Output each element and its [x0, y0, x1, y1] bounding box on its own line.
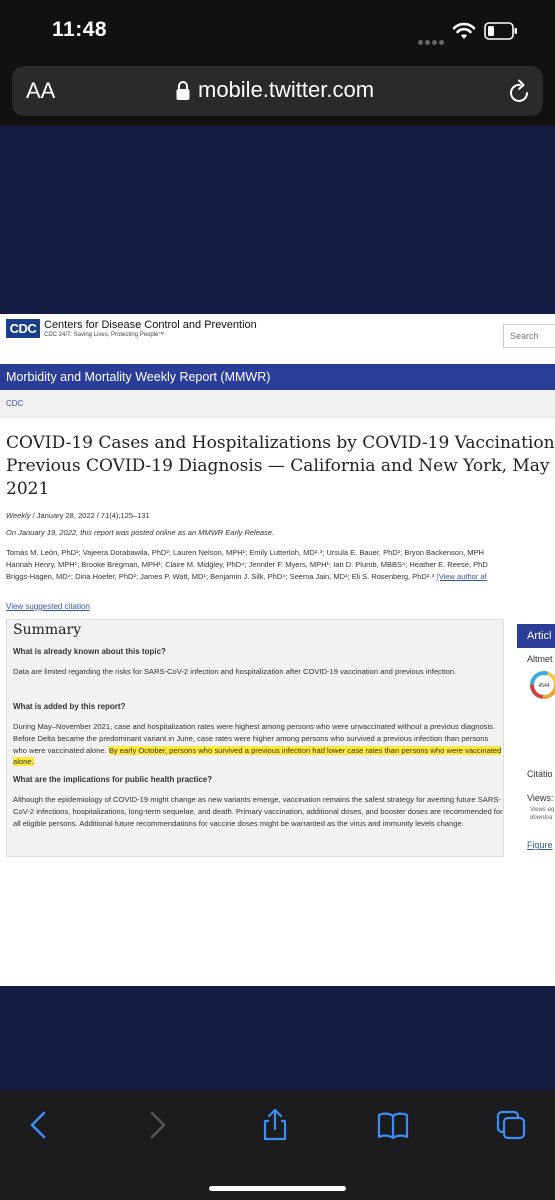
summary-question-2: What is added by this report? [13, 702, 126, 711]
views-note-line: downloa [530, 815, 553, 821]
weekly-label: Weekly [6, 511, 31, 520]
highlighted-finding: By early October, persons who survived a previous infection had lower case rates than persons who were vaccinated alone. [13, 745, 502, 767]
status-bar [0, 0, 555, 60]
home-indicator [209, 1186, 346, 1191]
reload-icon[interactable] [508, 78, 532, 104]
issue-date: / January 28, 2022 / 71(4);125–131 [30, 511, 150, 520]
battery-icon [484, 22, 518, 40]
wifi-icon [452, 22, 476, 40]
search-input[interactable]: Search [503, 324, 555, 348]
summary-answer-2 [13, 721, 503, 768]
back-icon[interactable] [22, 1108, 56, 1142]
address-bar [0, 60, 555, 126]
altmetric-score: 4544 [538, 683, 550, 689]
author-line: Tomás M. León, PhD¹; Vajeera Dorabawila, PhD²; Lauren Nelson, MPH¹; Emily Lutterloh, MD²·³; Ursula E. Bauer, PhD²; Bryon Backenson, MPH [6, 548, 484, 557]
summary-answer-3: Although the epidemiology of COVID-19 might change as new variants emerge, vaccination remains the safest strategy for averting future SARS-CoV-2 infections, hospitalizations, long-term sequelae, and death. Primary vaccination, additional doses, and booster doses are recommended for all eligible persons. Additional future recommendations for vaccine doses might be warranted as the virus and immunity levels change. [13, 795, 503, 828]
views-note [530, 806, 554, 822]
author-line [6, 571, 488, 583]
early-release-text: On January 19, 2022, this report was posted online as an MMWR Early Release. [6, 528, 275, 537]
breadcrumb [0, 390, 555, 418]
summary-question-1: What is already known about this topic? [13, 647, 166, 656]
browser-toolbar [0, 1090, 555, 1200]
tabs-icon[interactable] [494, 1108, 528, 1142]
views-note-line: Views eq [530, 807, 555, 813]
cdc-tagline: CDC 24/7: Saving Lives, Protecting People™ [44, 332, 165, 338]
mmwr-title-bar: Morbidity and Mortality Weekly Report (MMWR) [0, 364, 555, 390]
breadcrumb-cdc[interactable]: CDC [6, 399, 24, 408]
title-line: Previous COVID-19 Diagnosis — California and New York, May [6, 456, 550, 476]
summary-heading: Summary [13, 622, 82, 638]
cdc-header [0, 314, 555, 364]
cdc-logo[interactable]: CDC [6, 319, 40, 338]
summary-box [6, 619, 504, 857]
cellular-signal-icon [418, 32, 448, 38]
text-size-button[interactable]: AA [26, 78, 56, 103]
author-text: Briggs-Hagen, MD⁴; Dina Hoefer, PhD²; James P. Watt, MD¹; Benjamin J. Silk, PhD⁴; Seema Jain, MD¹; Eli S. Rosenberg, PhD²·³ [6, 572, 437, 581]
citations-label: Citatio [527, 769, 553, 779]
views-label: Views: [527, 793, 554, 803]
view-author-affiliations-link[interactable]: (View author af [436, 572, 487, 581]
status-time: 11:48 [52, 18, 108, 41]
view-citation-link[interactable]: View suggested citation [6, 602, 90, 611]
article-title [6, 432, 555, 501]
article-metrics-tab[interactable]: Articl [517, 624, 555, 648]
figure-link[interactable]: Figure [527, 840, 553, 850]
bookmarks-icon[interactable] [376, 1108, 410, 1142]
title-line: COVID-19 Cases and Hospitalizations by COVID-19 Vaccination [6, 433, 555, 453]
embedded-screenshot[interactable] [0, 314, 555, 986]
share-icon[interactable] [258, 1108, 292, 1142]
altmetric-label: Altmet [527, 654, 553, 664]
early-release-note [6, 528, 274, 537]
url-field[interactable] [12, 66, 543, 116]
answer-2-text: During May–November 2021, case and hospitalization rates were highest among persons who were unvaccinated without a previous diagnosis. Before Delta became the predominant variant in June, case rates were higher among persons who survived a previous infection than persons who were vaccinated alone. [13, 722, 496, 755]
forward-icon[interactable] [140, 1108, 174, 1142]
author-line: Hannah Henry, MPH¹; Brooke Bregman, MPH¹; Claire M. Midgley, PhD⁴; Jennifer F. Myers, MPH¹; Ian D. Plumb, MBBS⁴; Heather E. Reese, PhD [6, 560, 488, 569]
title-line: 2021 [6, 479, 50, 499]
issue-line [6, 511, 150, 520]
summary-question-3: What are the implications for public health practice? [13, 775, 213, 784]
summary-answer-1: Data are limited regarding the risks for SARS-CoV-2 infection and hospitalization after COVID-19 vaccination and previous infection. [13, 667, 457, 676]
lock-icon [175, 80, 191, 102]
page-viewport[interactable] [0, 126, 555, 1090]
altmetric-donut-icon[interactable] [529, 670, 555, 700]
author-list [6, 547, 488, 583]
url-text[interactable]: mobile.twitter.com [198, 77, 375, 102]
cdc-name: Centers for Disease Control and Prevention [44, 319, 257, 331]
